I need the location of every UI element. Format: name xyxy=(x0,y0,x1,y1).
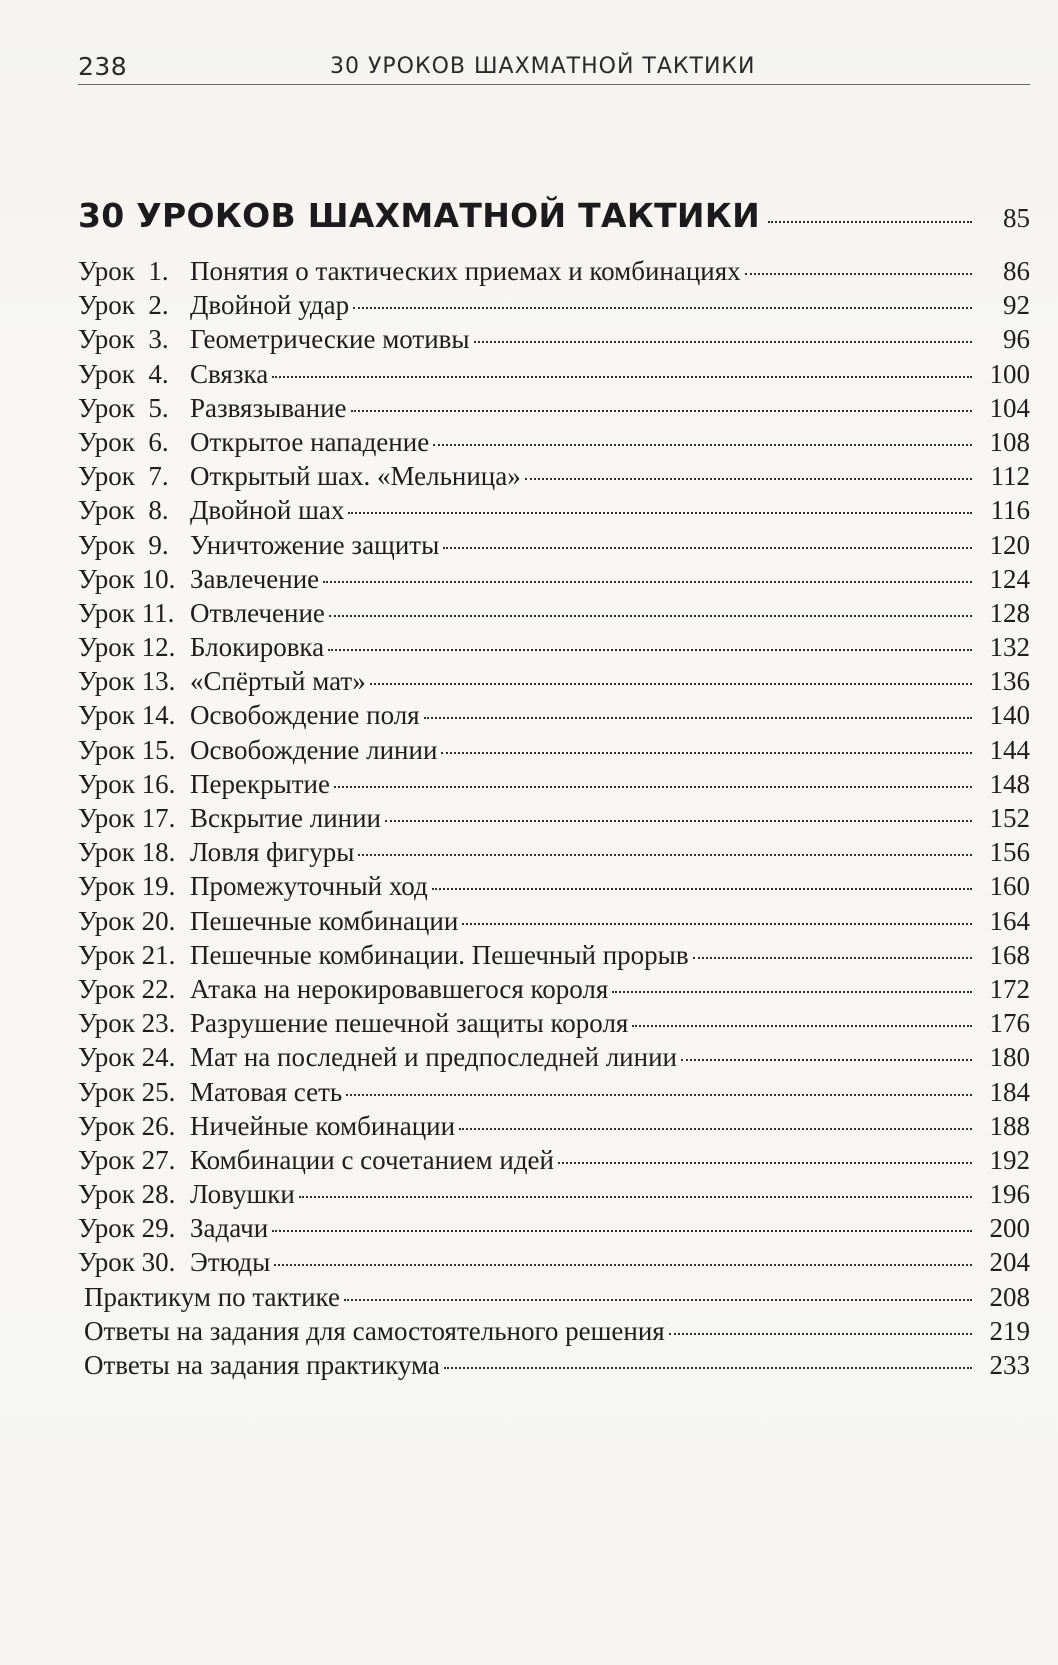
entry-page-number: 196 xyxy=(989,1179,1030,1210)
toc-lesson-entry xyxy=(78,1145,1030,1179)
toc-lesson-entry xyxy=(78,393,1030,427)
entry-title: Отвлечение xyxy=(190,597,325,628)
dot-leader xyxy=(370,683,972,685)
toc-appendix-entry xyxy=(78,1350,1030,1384)
entry-title: Открытый шах. «Мельница» xyxy=(190,461,521,492)
toc-lesson-entry xyxy=(78,1077,1030,1111)
entry-title: Двойной удар xyxy=(190,290,350,321)
toc-lesson-entry xyxy=(78,564,1030,598)
running-head xyxy=(78,52,1030,86)
toc-lesson-entry xyxy=(78,666,1030,700)
lesson-number: Урок 15. xyxy=(78,734,176,765)
toc-lesson-entry xyxy=(78,974,1030,1008)
entry-title: Промежуточный ход xyxy=(190,871,428,902)
toc-lesson-entry xyxy=(78,598,1030,632)
entry-title: Перекрытие xyxy=(190,768,330,799)
entry-page-number: 168 xyxy=(989,939,1030,970)
entry-title: Мат на последней и предпоследней линии xyxy=(190,1042,677,1073)
toc-lesson-entry xyxy=(78,1213,1030,1247)
entry-page-number: 160 xyxy=(989,871,1030,902)
toc-lesson-entry xyxy=(78,530,1030,564)
lesson-number: Урок 25. xyxy=(78,1076,176,1107)
lesson-number: Урок 24. xyxy=(78,1042,176,1073)
entry-page-number: 164 xyxy=(989,905,1030,936)
entry-title: Двойной шах xyxy=(190,495,345,526)
dot-leader xyxy=(424,717,972,719)
entry-title: Ответы на задания для самостоятельного решения xyxy=(84,1315,665,1346)
lesson-number: Урок 2. xyxy=(78,290,169,321)
entry-page-number: 180 xyxy=(989,1042,1030,1073)
dot-leader xyxy=(358,854,972,856)
entry-page-number: 176 xyxy=(989,1008,1030,1039)
dot-leader xyxy=(432,888,972,890)
toc-list xyxy=(78,256,1030,1384)
entry-title: Пешечные комбинации. Пешечный прорыв xyxy=(190,939,689,970)
toc-lesson-entry xyxy=(78,632,1030,666)
dot-leader xyxy=(334,786,972,788)
entry-title: Ничейные комбинации xyxy=(190,1110,456,1141)
lesson-number: Урок 12. xyxy=(78,632,176,663)
lesson-number: Урок 27. xyxy=(78,1144,176,1175)
toc-lesson-entry xyxy=(78,940,1030,974)
toc-appendix-entry xyxy=(78,1282,1030,1316)
toc-lesson-entry xyxy=(78,290,1030,324)
dot-leader xyxy=(459,1128,972,1130)
entry-page-number: 219 xyxy=(989,1315,1030,1346)
entry-title: Этюды xyxy=(190,1247,271,1278)
entry-title: Атака на нерокировавшегося короля xyxy=(190,973,609,1004)
lesson-number: Урок 7. xyxy=(78,461,169,492)
toc-lesson-entry xyxy=(78,700,1030,734)
entry-title: Пешечные комбинации xyxy=(190,905,459,936)
entry-page-number: 208 xyxy=(989,1281,1030,1312)
entry-title: Освобождение поля xyxy=(190,700,420,731)
entry-page-number: 233 xyxy=(989,1350,1030,1380)
entry-page-number: 192 xyxy=(989,1144,1030,1175)
entry-title: «Спёртый мат» xyxy=(190,666,366,697)
dot-leader xyxy=(669,1333,972,1335)
toc-appendix-entry xyxy=(78,1316,1030,1350)
dot-leader xyxy=(525,478,972,480)
toc-lesson-entry xyxy=(78,1111,1030,1145)
dot-leader xyxy=(346,1094,972,1096)
entry-page-number: 184 xyxy=(989,1076,1030,1107)
lesson-number: Урок 8. xyxy=(78,495,169,526)
entry-page-number: 172 xyxy=(989,973,1030,1004)
lesson-number: Урок 19. xyxy=(78,871,176,902)
entry-page-number: 156 xyxy=(989,837,1030,868)
dot-leader xyxy=(444,1367,972,1369)
toc-lesson-entry xyxy=(78,1247,1030,1281)
entry-page-number: 116 xyxy=(990,495,1030,526)
section-title: 30 УРОКОВ ШАХМАТНОЙ ТАКТИКИ xyxy=(78,196,761,235)
toc-lesson-entry xyxy=(78,359,1030,393)
entry-title: Геометрические мотивы xyxy=(190,324,470,355)
entry-title: Блокировка xyxy=(190,632,325,663)
section-page-number: 85 xyxy=(1003,203,1030,233)
dot-leader xyxy=(351,410,972,412)
lesson-number: Урок 22. xyxy=(78,973,176,1004)
entry-page-number: 100 xyxy=(989,358,1030,389)
dot-leader xyxy=(329,615,972,617)
lesson-number: Урок 18. xyxy=(78,837,176,868)
dot-leader xyxy=(323,581,972,583)
entry-page-number: 152 xyxy=(989,803,1030,833)
entry-page-number: 148 xyxy=(989,768,1030,799)
entry-title: Открытое нападение xyxy=(190,426,430,457)
dot-leader xyxy=(745,273,972,275)
lesson-number: Урок 28. xyxy=(78,1179,176,1210)
entry-title: Связка xyxy=(190,358,269,389)
lesson-number: Урок 13. xyxy=(78,666,176,697)
entry-page-number: 120 xyxy=(989,529,1030,560)
dot-leader xyxy=(348,512,972,514)
toc-lesson-entry xyxy=(78,324,1030,358)
entry-page-number: 104 xyxy=(989,392,1030,423)
lesson-number: Урок 20. xyxy=(78,905,176,936)
dot-leader xyxy=(474,341,972,343)
dot-leader xyxy=(768,221,972,223)
dot-leader xyxy=(693,957,972,959)
entry-page-number: 96 xyxy=(1003,324,1030,355)
entry-title: Развязывание xyxy=(190,392,347,423)
entry-title: Ответы на задания практикума xyxy=(84,1350,440,1380)
toc-lesson-entry xyxy=(78,256,1030,290)
entry-title: Разрушение пешечной защиты короля xyxy=(190,1008,629,1039)
lesson-number: Урок 9. xyxy=(78,529,169,560)
lesson-number: Урок 17. xyxy=(78,803,176,833)
toc-lesson-entry xyxy=(78,769,1030,803)
entry-page-number: 140 xyxy=(989,700,1030,731)
dot-leader xyxy=(632,1025,972,1027)
dot-leader xyxy=(441,752,972,754)
running-title: 30 УРОКОВ ШАХМАТНОЙ ТАКТИКИ xyxy=(330,54,756,79)
lesson-number: Урок 5. xyxy=(78,392,169,423)
lesson-number: Урок 10. xyxy=(78,563,176,594)
dot-leader xyxy=(353,307,972,309)
dot-leader xyxy=(272,376,972,378)
lesson-number: Урок 14. xyxy=(78,700,176,731)
toc-lesson-entry xyxy=(78,495,1030,529)
entry-page-number: 86 xyxy=(1003,256,1030,286)
dot-leader xyxy=(344,1299,972,1301)
lesson-number: Урок 3. xyxy=(78,324,169,355)
lesson-number: Урок 23. xyxy=(78,1008,176,1039)
toc-lesson-entry xyxy=(78,803,1030,837)
entry-page-number: 204 xyxy=(989,1247,1030,1278)
entry-title: Ловля фигуры xyxy=(190,837,355,868)
entry-title: Задачи xyxy=(190,1213,269,1244)
entry-page-number: 112 xyxy=(990,461,1030,492)
lesson-number: Урок 30. xyxy=(78,1247,176,1278)
entry-title: Комбинации с сочетанием идей xyxy=(190,1144,554,1175)
entry-page-number: 132 xyxy=(989,632,1030,663)
toc-lesson-entry xyxy=(78,735,1030,769)
entry-page-number: 108 xyxy=(989,426,1030,457)
dot-leader xyxy=(612,991,972,993)
entry-page-number: 188 xyxy=(989,1110,1030,1141)
dot-leader xyxy=(272,1230,972,1232)
entry-title: Освобождение линии xyxy=(190,734,438,765)
toc-lesson-entry xyxy=(78,837,1030,871)
dot-leader xyxy=(558,1162,972,1164)
lesson-number: Урок 6. xyxy=(78,426,169,457)
entry-title: Ловушки xyxy=(190,1179,295,1210)
entry-title: Матовая сеть xyxy=(190,1076,343,1107)
lesson-number: Урок 21. xyxy=(78,939,176,970)
entry-title: Вскрытие линии xyxy=(190,803,382,833)
dot-leader xyxy=(462,923,972,925)
table-of-contents xyxy=(78,196,1030,1384)
dot-leader xyxy=(299,1196,972,1198)
lesson-number: Урок 11. xyxy=(78,597,175,628)
entry-page-number: 128 xyxy=(989,597,1030,628)
entry-page-number: 144 xyxy=(989,734,1030,765)
toc-section-heading xyxy=(78,196,1030,256)
lesson-number: Урок 26. xyxy=(78,1110,176,1141)
dot-leader xyxy=(274,1264,972,1266)
toc-lesson-entry xyxy=(78,1042,1030,1076)
entry-page-number: 200 xyxy=(989,1213,1030,1244)
entry-page-number: 92 xyxy=(1003,290,1030,321)
dot-leader xyxy=(385,820,972,822)
toc-lesson-entry xyxy=(78,427,1030,461)
dot-leader xyxy=(681,1059,972,1061)
entry-page-number: 124 xyxy=(989,563,1030,594)
page-number: 238 xyxy=(78,52,128,81)
dot-leader xyxy=(328,649,972,651)
lesson-number: Урок 16. xyxy=(78,768,176,799)
entry-title: Уничтожение защиты xyxy=(190,529,440,560)
toc-lesson-entry xyxy=(78,461,1030,495)
entry-title: Практикум по тактике xyxy=(84,1281,340,1312)
toc-lesson-entry xyxy=(78,871,1030,905)
toc-lesson-entry xyxy=(78,1179,1030,1213)
lesson-number: Урок 29. xyxy=(78,1213,176,1244)
entry-page-number: 136 xyxy=(989,666,1030,697)
lesson-number: Урок 1. xyxy=(78,256,169,286)
dot-leader xyxy=(433,444,972,446)
toc-lesson-entry xyxy=(78,906,1030,940)
dot-leader xyxy=(443,547,972,549)
header-rule xyxy=(78,84,1030,85)
entry-title: Завлечение xyxy=(190,563,320,594)
entry-title: Понятия о тактических приемах и комбинациях xyxy=(190,256,741,286)
lesson-number: Урок 4. xyxy=(78,358,169,389)
toc-lesson-entry xyxy=(78,1008,1030,1042)
